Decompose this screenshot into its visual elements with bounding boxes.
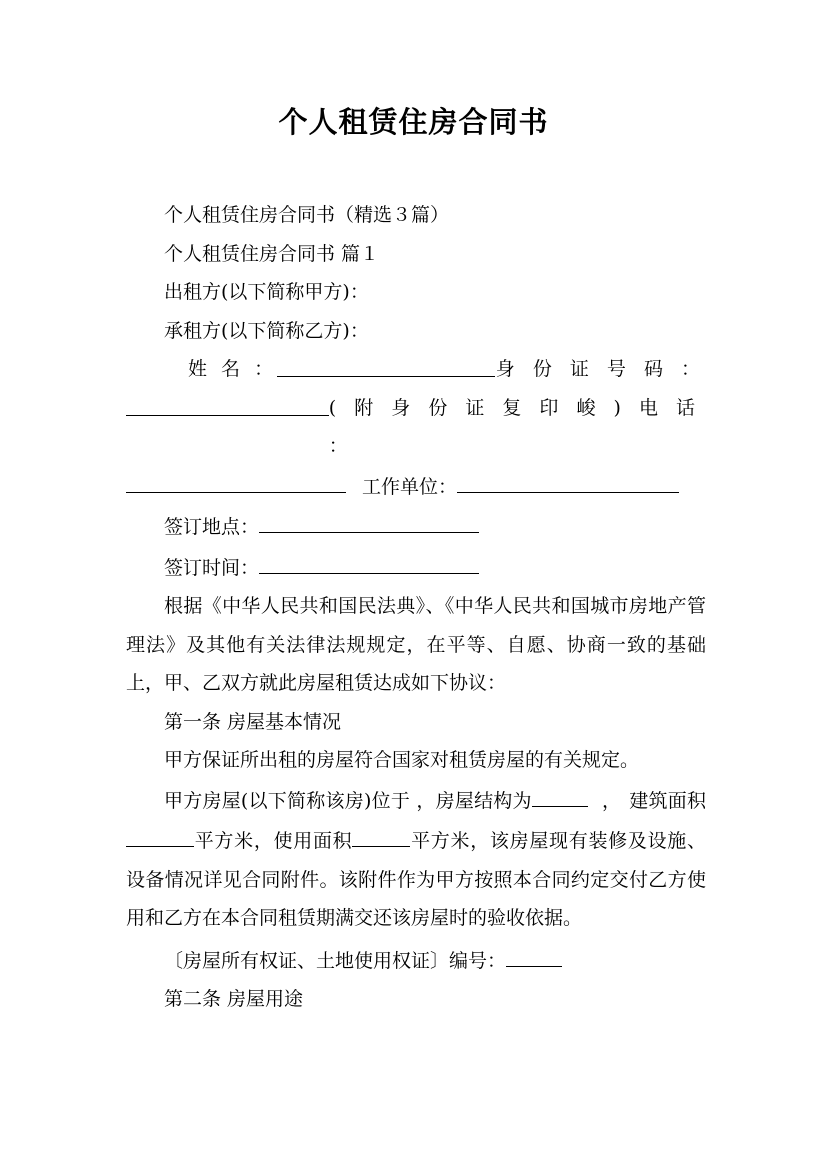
comma-text: ，	[587, 789, 630, 812]
id-copy-phone-line	[126, 389, 706, 466]
article-1-heading: 第一条 房屋基本情况	[164, 710, 342, 733]
usable-area-label: 平方米，使用面积	[194, 830, 353, 852]
lessor-line: 出租方(以下简称甲方)：	[164, 281, 369, 303]
section-heading: 个人租赁住房合同书 篇１	[164, 242, 380, 265]
certificate-blank	[506, 940, 562, 967]
document-body	[126, 196, 706, 1019]
structure-blank	[532, 780, 588, 807]
house-detail-text: 平方米，该房屋现有装修及设施、设备情况详见合同附件。该附件作为甲方按照本合同约定交付乙方使用和乙方在本合同租赁期满交还该房屋时的验收依据。	[126, 830, 706, 929]
document-title: 个人租赁住房合同书	[278, 105, 549, 139]
house-info-paragraph	[126, 780, 706, 938]
sign-place-line	[126, 506, 706, 547]
building-area-blank	[126, 820, 194, 847]
id-copy-label: ( 附 身 份 证 复 印 峻 ) 电 话 ：	[328, 396, 702, 457]
article-2-heading: 第二条 房屋用途	[164, 988, 304, 1010]
work-label: 工作单位：	[362, 475, 458, 498]
subtitle-line: 个人租赁住房合同书（精选３篇）	[164, 204, 450, 226]
usable-area-blank	[352, 820, 410, 847]
sign-place-label: 签订地点：	[164, 516, 260, 538]
lessee-line: 承租方(以下简称乙方)：	[164, 319, 369, 342]
phone-work-line	[126, 466, 706, 507]
sign-time-blank	[259, 547, 479, 574]
sign-time-line	[126, 547, 706, 588]
certificate-line	[126, 940, 706, 981]
phone-blank	[126, 466, 346, 493]
house-location-text: 甲方房屋(以下简称该房)位于 ，房屋结构为	[164, 789, 532, 812]
certificate-label: 〔房屋所有权证、土地使用权证〕编号：	[164, 949, 507, 972]
id-number-blank	[126, 389, 329, 416]
id-label: 身 份 证 号 码 ：	[495, 358, 706, 380]
name-id-line	[126, 350, 706, 389]
area-label: 建筑面积	[629, 789, 706, 812]
name-label: 姓 名 ：	[188, 358, 278, 380]
sign-place-blank	[259, 506, 479, 533]
legal-basis-paragraph: 根据《中华人民共和国民法典》、《中华人民共和国城市房地产管理法》及其他有关法律法规规定，在平等、自愿、协商一致的基础上，甲、乙双方就此房屋租赁达成如下协议：	[126, 595, 706, 694]
name-blank	[277, 350, 495, 377]
guarantee-paragraph: 甲方保证所出租的房屋符合国家对租赁房屋的有关规定。	[164, 749, 640, 771]
sign-time-label: 签订时间：	[164, 556, 260, 579]
work-blank	[457, 466, 679, 493]
